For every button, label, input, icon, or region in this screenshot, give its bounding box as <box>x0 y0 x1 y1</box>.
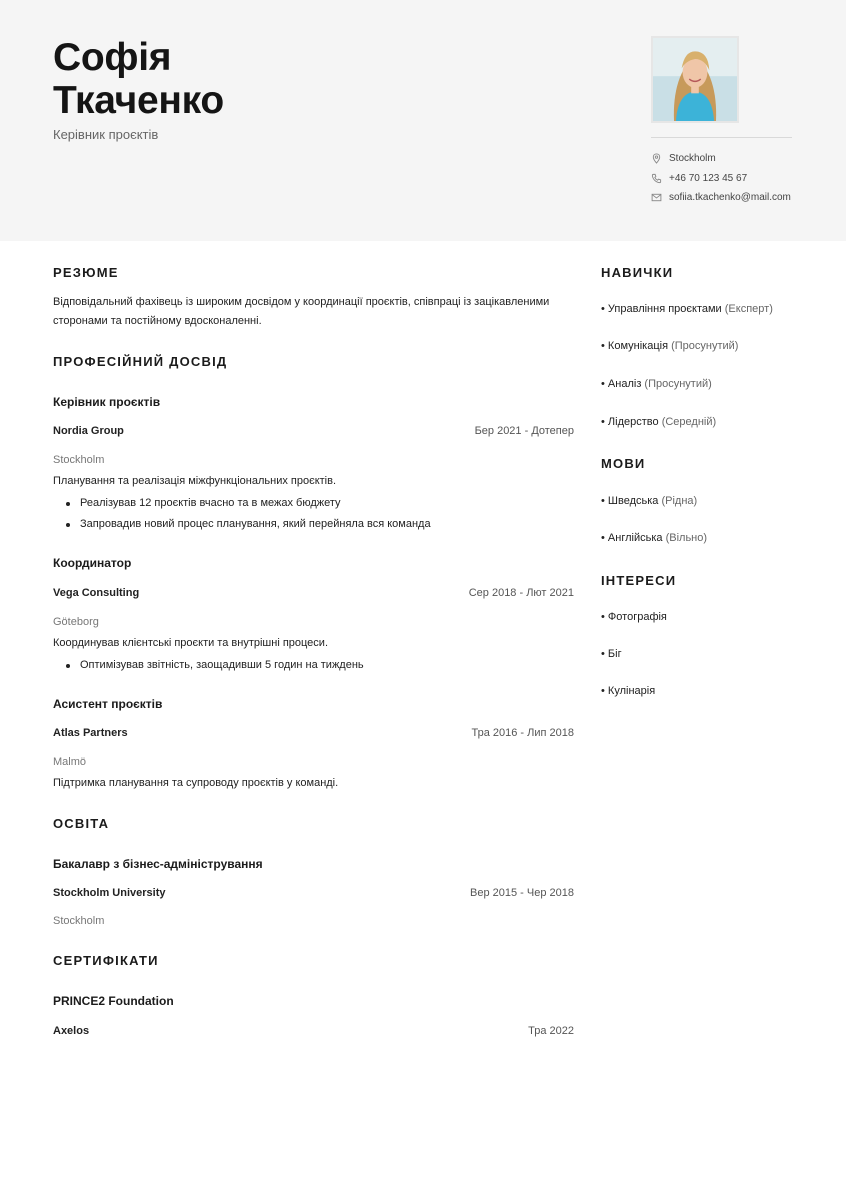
company-name: Nordia Group <box>53 425 124 437</box>
education-heading: ОСВІТА <box>53 816 110 831</box>
job-dates: Бер 2021 - Дотепер <box>474 425 574 437</box>
degree-title: Бакалавр з бізнес-адміністрування <box>53 857 263 871</box>
job-title: Асистент проєктів <box>53 697 163 711</box>
first-name: Софія <box>53 36 172 79</box>
skill-item: • Аналіз (Просунутий) <box>601 378 712 390</box>
email-text[interactable]: sofiia.tkachenko@mail.com <box>669 192 791 203</box>
last-name: Ткаченко <box>53 79 224 122</box>
contact-phone <box>651 173 831 184</box>
skills-heading: НАВИЧКИ <box>601 265 674 280</box>
interest-name: Біг <box>607 648 622 660</box>
skill-name: Управління проєктами <box>607 303 722 315</box>
profile-photo <box>651 36 739 123</box>
interests-heading: ІНТЕРЕСИ <box>601 573 677 588</box>
education-location: Stockholm <box>53 915 105 927</box>
job-location: Stockholm <box>53 454 105 466</box>
skill-item: • Лідерство (Середній) <box>601 416 717 428</box>
certificates-heading: СЕРТИФІКАТИ <box>53 953 159 968</box>
job-title: Керівник проєктів <box>53 395 161 409</box>
job-description: Підтримка планування та супроводу проєктів у команді. <box>53 777 339 789</box>
job-location: Malmö <box>53 756 87 768</box>
skill-item: • Комунікація (Просунутий) <box>601 340 739 352</box>
language-item: • Англійська (Вільно) <box>601 532 708 544</box>
interest-name: Фотографія <box>607 611 667 623</box>
skill-level: (Просунутий) <box>644 378 712 390</box>
job-role: Керівник проєктів <box>53 127 159 142</box>
skill-level: (Експерт) <box>724 303 773 315</box>
interest-item: • Кулінарія <box>601 685 656 697</box>
skill-level: (Просунутий) <box>671 340 739 352</box>
summary-line-2: сторонами та постійному вдосконаленні. <box>53 315 262 327</box>
job-location: Göteborg <box>53 616 99 628</box>
language-level: (Вільно) <box>665 532 708 544</box>
skill-level: (Середній) <box>661 416 717 428</box>
location-text: Stockholm <box>669 153 716 164</box>
summary-line-1: Відповідальний фахівець із широким досвідом у координації проєктів, співпраці із зацікавленими <box>53 296 550 308</box>
job-dates: Сер 2018 - Лют 2021 <box>468 587 574 599</box>
resume-header <box>0 0 846 241</box>
interest-name: Кулінарія <box>607 685 656 697</box>
job-title: Координатор <box>53 556 132 570</box>
skill-name: Комунікація <box>607 340 669 352</box>
interest-item: • Біг <box>601 648 622 660</box>
certificate-date: Тра 2022 <box>528 1025 574 1037</box>
school-name: Stockholm University <box>53 887 166 899</box>
full-name <box>53 36 224 122</box>
contact-divider <box>651 137 792 138</box>
interest-item: • Фотографія <box>601 611 667 623</box>
company-name: Atlas Partners <box>53 727 128 739</box>
language-item: • Шведська (Рідна) <box>601 495 698 507</box>
contact-email <box>651 192 831 203</box>
job-bullet: Реалізував 12 проєктів вчасно та в межах бюджету <box>80 497 341 509</box>
location-pin-icon <box>651 153 662 164</box>
language-level: (Рідна) <box>661 495 698 507</box>
job-bullet: Оптимізував звітність, заощадивши 5 годин на тиждень <box>80 659 364 671</box>
job-dates: Тра 2016 - Лип 2018 <box>471 727 574 739</box>
job-bullet: Запровадив новий процес планування, який перейняла вся команда <box>80 518 431 530</box>
certificate-name: PRINCE2 Foundation <box>53 994 174 1008</box>
skill-item: • Управління проєктами (Експерт) <box>601 303 773 315</box>
phone-text[interactable]: +46 70 123 45 67 <box>669 173 748 184</box>
skill-name: Лідерство <box>607 416 659 428</box>
job-description: Координував клієнтські проєкти та внутрішні процеси. <box>53 637 328 649</box>
experience-heading: ПРОФЕСІЙНИЙ ДОСВІД <box>53 354 228 369</box>
envelope-icon <box>651 192 662 203</box>
languages-heading: МОВИ <box>601 456 646 471</box>
certificate-issuer: Axelos <box>53 1025 90 1037</box>
phone-icon <box>651 173 662 184</box>
job-description: Планування та реалізація міжфункціональних проєктів. <box>53 475 337 487</box>
company-name: Vega Consulting <box>53 587 140 599</box>
language-name: Англійська <box>607 532 663 544</box>
contact-location <box>651 153 831 164</box>
skill-name: Аналіз <box>607 378 642 390</box>
summary-heading: РЕЗЮМЕ <box>53 265 119 280</box>
portrait-image <box>653 38 737 121</box>
language-name: Шведська <box>607 495 659 507</box>
education-dates: Вер 2015 - Чер 2018 <box>470 887 574 899</box>
